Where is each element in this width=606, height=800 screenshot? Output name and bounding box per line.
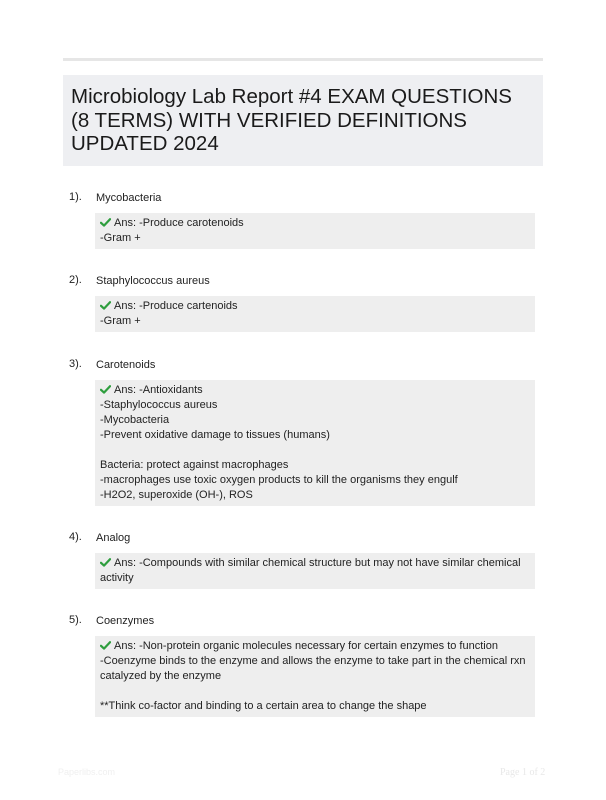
answer-line: -Prevent oxidative damage to tissues (humans) bbox=[100, 429, 330, 441]
answer-line bbox=[100, 443, 530, 458]
answer-line: Ans: -Produce carotenoids bbox=[100, 216, 530, 231]
answer-box bbox=[95, 380, 535, 506]
answer-line: -Coenzyme binds to the enzyme and allows the enzyme to take part in the chemical rxn bbox=[100, 655, 526, 667]
checkmark-icon bbox=[100, 641, 111, 650]
checkmark-icon bbox=[100, 301, 111, 310]
page-number: Page 1 of 2 bbox=[500, 767, 546, 778]
answer-line: -Gram + bbox=[100, 232, 141, 244]
question-number: 5). bbox=[69, 614, 82, 626]
question-term: Analog bbox=[96, 532, 131, 544]
answer-box bbox=[95, 553, 535, 589]
answer-line: -Mycobacteria bbox=[100, 414, 170, 426]
checkmark-icon bbox=[100, 385, 111, 394]
footer-watermark: Paperlibs.com bbox=[58, 767, 116, 777]
question-number: 3). bbox=[69, 358, 82, 370]
top-divider bbox=[63, 58, 543, 61]
answer-line: Ans: -Compounds with similar chemical structure but may not have similar chemical bbox=[100, 556, 530, 571]
title-banner bbox=[63, 75, 543, 166]
answer-line: Bacteria: protect against macrophages bbox=[100, 459, 289, 471]
answer-line: Ans: -Produce cartenoids bbox=[100, 299, 530, 314]
answer-box bbox=[95, 213, 535, 249]
question-term: Staphylococcus aureus bbox=[96, 275, 210, 287]
question-number: 2). bbox=[69, 274, 82, 286]
answer-line: catalyzed by the enzyme bbox=[100, 670, 222, 682]
answer-line: Ans: -Antioxidants bbox=[100, 383, 530, 398]
document-title: Microbiology Lab Report #4 EXAM QUESTIONS (8 TERMS) WITH VERIFIED DEFINITIONS UPDATED 2024 bbox=[71, 85, 512, 155]
answer-line: -macrophages use toxic oxygen products to kill the organisms they engulf bbox=[100, 474, 458, 486]
answer-line: **Think co-factor and binding to a certain area to change the shape bbox=[100, 700, 427, 712]
answer-line bbox=[100, 684, 530, 699]
question-number: 4). bbox=[69, 531, 82, 543]
checkmark-icon bbox=[100, 558, 111, 567]
question-term: Mycobacteria bbox=[96, 192, 162, 204]
answer-line: Ans: -Non-protein organic molecules necessary for certain enzymes to function bbox=[100, 639, 530, 654]
answer-box bbox=[95, 636, 535, 717]
answer-line: -Staphylococcus aureus bbox=[100, 399, 218, 411]
checkmark-icon bbox=[100, 218, 111, 227]
answer-line: -H2O2, superoxide (OH-), ROS bbox=[100, 489, 253, 501]
answer-line: activity bbox=[100, 572, 134, 584]
question-number: 1). bbox=[69, 191, 82, 203]
answer-box bbox=[95, 296, 535, 332]
question-term: Coenzymes bbox=[96, 615, 155, 627]
answer-line: -Gram + bbox=[100, 315, 141, 327]
question-term: Carotenoids bbox=[96, 359, 156, 371]
